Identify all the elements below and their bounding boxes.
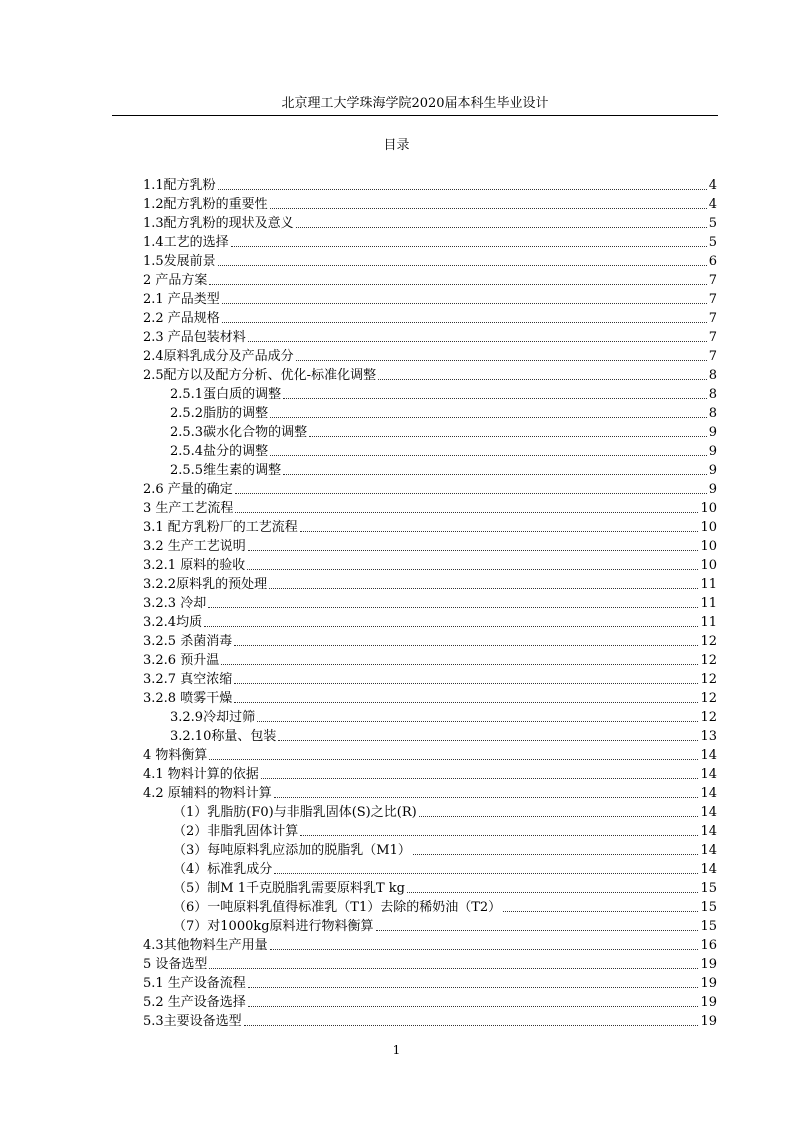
toc-entry-page: 9: [708, 425, 717, 440]
toc-leader-dots: [283, 397, 707, 399]
toc-entry[interactable]: [143, 174, 717, 193]
toc-entry-page: 19: [700, 957, 717, 972]
toc-entry[interactable]: [143, 307, 717, 326]
toc-entry-label: 3.2.1 原料的验收: [143, 558, 246, 573]
toc-entry-label: 1.3配方乳粉的现状及意义: [143, 216, 294, 231]
toc-entry-page: 4: [708, 197, 717, 212]
toc-leader-dots: [235, 511, 698, 513]
toc-leader-dots: [296, 226, 707, 228]
toc-leader-dots: [222, 321, 707, 323]
toc-entry[interactable]: [143, 383, 717, 402]
toc-entry-page: 8: [708, 406, 717, 421]
toc-entry-page: 14: [700, 862, 717, 877]
toc-entry-page: 19: [700, 995, 717, 1010]
toc-leader-dots: [209, 283, 706, 285]
toc-entry-page: 12: [700, 691, 717, 706]
toc-leader-dots: [248, 549, 699, 551]
toc-leader-dots: [274, 796, 699, 798]
toc-entry-label: 3.1 配方乳粉厂的工艺流程: [143, 520, 298, 535]
toc-leader-dots: [234, 644, 698, 646]
toc-leader-dots: [270, 207, 707, 209]
toc-entry-page: 10: [700, 520, 717, 535]
toc-entry[interactable]: [143, 326, 717, 345]
toc-entry-label: （4）标准乳成分: [173, 862, 273, 877]
toc-leader-dots: [269, 587, 698, 589]
toc-entry-page: 15: [700, 919, 717, 934]
toc-leader-dots: [248, 340, 707, 342]
toc-entry-page: 12: [700, 672, 717, 687]
toc-entry-label: 3.2.7 真空浓缩: [143, 672, 233, 687]
toc-entry-label: （5）制M 1千克脱脂乳需要原料乳T kg: [173, 881, 405, 896]
toc-entry-label: 3.2.2原料乳的预处理: [143, 577, 268, 592]
toc-leader-dots: [413, 853, 699, 855]
toc-leader-dots: [283, 473, 707, 475]
toc-entry-page: 11: [700, 615, 717, 630]
toc-leader-dots: [248, 1005, 699, 1007]
table-of-contents: [143, 174, 717, 1029]
toc-entry-page: 5: [708, 216, 717, 231]
toc-entry-label: 3.2.6 预升温: [143, 653, 220, 668]
toc-entry-label: 3.2.3 冷却: [143, 596, 207, 611]
toc-entry-label: （7）对1000kg原料进行物料衡算: [173, 919, 374, 934]
toc-entry-page: 14: [700, 824, 717, 839]
toc-leader-dots: [222, 302, 707, 304]
toc-leader-dots: [270, 454, 707, 456]
toc-entry[interactable]: [143, 364, 717, 383]
toc-entry-label: 5.3主要设备选型: [143, 1014, 242, 1029]
toc-entry[interactable]: [143, 611, 717, 630]
toc-entry-page: 14: [700, 748, 717, 763]
page-header: 北京理工大学珠海学院2020届本科生毕业设计: [281, 96, 549, 111]
toc-entry[interactable]: [143, 649, 717, 668]
toc-entry-page: 12: [700, 634, 717, 649]
toc-entry-label: 4.1 物料计算的依据: [143, 767, 259, 782]
toc-entry[interactable]: [143, 820, 717, 839]
toc-entry[interactable]: [143, 288, 717, 307]
toc-entry[interactable]: [143, 1010, 717, 1029]
toc-entry[interactable]: [143, 991, 717, 1010]
toc-leader-dots: [257, 720, 698, 722]
toc-entry[interactable]: [143, 535, 717, 554]
toc-entry-label: 4.3其他物料生产用量: [143, 938, 268, 953]
toc-entry-label: 2.3 产品包装材料: [143, 330, 246, 345]
toc-entry-page: 6: [708, 254, 717, 269]
toc-leader-dots: [209, 967, 698, 969]
toc-entry-page: 14: [700, 786, 717, 801]
toc-entry[interactable]: [143, 744, 717, 763]
toc-entry-page: 19: [700, 976, 717, 991]
toc-entry-label: 2.2 产品规格: [143, 311, 220, 326]
toc-leader-dots: [234, 701, 698, 703]
toc-entry-label: 2.5.2脂肪的调整: [170, 406, 269, 421]
toc-leader-dots: [270, 416, 707, 418]
toc-entry-page: 16: [700, 938, 717, 953]
toc-entry-label: 2.6 产量的确定: [143, 482, 233, 497]
toc-entry-label: 2.5.5维生素的调整: [170, 463, 282, 478]
toc-entry[interactable]: [143, 953, 717, 972]
toc-entry[interactable]: [143, 972, 717, 991]
toc-entry[interactable]: [143, 516, 717, 535]
toc-leader-dots: [247, 568, 698, 570]
toc-entry-label: 4 物料衡算: [143, 748, 208, 763]
toc-entry-page: 7: [708, 311, 717, 326]
toc-entry-label: 5.2 生产设备选择: [143, 995, 246, 1010]
toc-entry-label: 2.1 产品类型: [143, 292, 220, 307]
toc-entry-label: 1.4工艺的选择: [143, 235, 229, 250]
toc-entry-page: 5: [708, 235, 717, 250]
toc-entry[interactable]: [143, 877, 717, 896]
toc-entry-page: 4: [708, 178, 717, 193]
toc-entry-page: 9: [708, 444, 717, 459]
toc-entry[interactable]: [143, 212, 717, 231]
toc-entry[interactable]: [143, 402, 717, 421]
toc-entry-label: （2）非脂乳固体计算: [173, 824, 299, 839]
toc-entry[interactable]: [143, 630, 717, 649]
toc-entry-page: 11: [700, 577, 717, 592]
toc-entry-page: 14: [700, 843, 717, 858]
toc-entry[interactable]: [143, 478, 717, 497]
toc-entry[interactable]: [143, 858, 717, 877]
toc-leader-dots: [234, 682, 698, 684]
toc-entry[interactable]: [143, 668, 717, 687]
toc-entry-label: 3.2.8 喷雾干燥: [143, 691, 233, 706]
toc-entry[interactable]: [143, 839, 717, 858]
toc-leader-dots: [204, 625, 698, 627]
toc-leader-dots: [235, 492, 707, 494]
toc-entry[interactable]: [143, 915, 717, 934]
toc-entry-label: 3.2.9冷却过筛: [170, 710, 256, 725]
toc-leader-dots: [218, 188, 707, 190]
toc-entry[interactable]: [143, 250, 717, 269]
toc-leader-dots: [300, 834, 698, 836]
toc-entry-page: 11: [700, 596, 717, 611]
toc-entry[interactable]: [143, 706, 717, 725]
toc-leader-dots: [244, 1024, 699, 1026]
toc-leader-dots: [278, 739, 698, 741]
toc-leader-dots: [261, 777, 699, 779]
toc-entry-label: 2.5.4盐分的调整: [170, 444, 269, 459]
toc-entry-page: 7: [708, 330, 717, 345]
toc-entry-label: 3.2.10称量、包装: [170, 729, 277, 744]
toc-entry[interactable]: [143, 687, 717, 706]
toc-entry[interactable]: [143, 231, 717, 250]
toc-entry[interactable]: [143, 896, 717, 915]
toc-entry-page: 10: [700, 558, 717, 573]
toc-leader-dots: [300, 530, 699, 532]
toc-entry[interactable]: [143, 592, 717, 611]
toc-leader-dots: [248, 986, 699, 988]
toc-entry-label: 1.2配方乳粉的重要性: [143, 197, 268, 212]
toc-entry-label: 2.4原料乳成分及产品成分: [143, 349, 294, 364]
toc-entry-page: 12: [700, 710, 717, 725]
toc-leader-dots: [218, 264, 707, 266]
toc-entry[interactable]: [143, 934, 717, 953]
toc-leader-dots: [419, 815, 699, 817]
toc-entry-page: 14: [700, 767, 717, 782]
toc-leader-dots: [274, 872, 698, 874]
toc-entry-label: 3.2.5 杀菌消毒: [143, 634, 233, 649]
toc-entry[interactable]: [143, 763, 717, 782]
toc-leader-dots: [208, 606, 698, 608]
toc-entry[interactable]: [143, 421, 717, 440]
toc-entry-page: 14: [700, 805, 717, 820]
toc-entry-page: 7: [708, 273, 717, 288]
toc-entry-page: 8: [708, 368, 717, 383]
toc-entry-label: 2.5配方以及配方分析、优化-标准化调整: [143, 368, 377, 383]
toc-leader-dots: [209, 758, 698, 760]
toc-leader-dots: [407, 891, 698, 893]
toc-entry[interactable]: [143, 497, 717, 516]
toc-entry-label: 3.2 生产工艺说明: [143, 539, 246, 554]
toc-leader-dots: [270, 948, 699, 950]
toc-entry-page: 12: [700, 653, 717, 668]
toc-entry-label: 2.5.3碳水化合物的调整: [170, 425, 308, 440]
toc-leader-dots: [221, 663, 698, 665]
toc-entry-page: 9: [708, 482, 717, 497]
toc-entry-page: 13: [700, 729, 717, 744]
toc-entry-label: 3.2.4均质: [143, 615, 203, 630]
toc-entry-page: 9: [708, 463, 717, 478]
page-number: 1: [392, 1043, 401, 1057]
toc-entry-label: 2.5.1蛋白质的调整: [170, 387, 282, 402]
toc-entry[interactable]: [143, 459, 717, 478]
toc-entry-label: 5 设备选型: [143, 957, 208, 972]
toc-entry-page: 8: [708, 387, 717, 402]
toc-leader-dots: [503, 910, 698, 912]
toc-entry-label: 1.5发展前景: [143, 254, 216, 269]
toc-entry-label: 3 生产工艺流程: [143, 501, 234, 516]
toc-leader-dots: [296, 359, 707, 361]
toc-entry[interactable]: [143, 573, 717, 592]
toc-leader-dots: [378, 378, 707, 380]
toc-leader-dots: [376, 929, 699, 931]
toc-title: 目录: [383, 138, 410, 153]
header-divider: [112, 115, 718, 116]
toc-entry-page: 19: [700, 1014, 717, 1029]
toc-entry[interactable]: [143, 193, 717, 212]
toc-entry[interactable]: [143, 782, 717, 801]
toc-entry-label: （3）每吨原料乳应添加的脱脂乳（M1）: [173, 843, 411, 858]
toc-entry-label: 5.1 生产设备流程: [143, 976, 246, 991]
toc-leader-dots: [231, 245, 707, 247]
toc-entry-page: 7: [708, 349, 717, 364]
toc-entry-page: 15: [700, 900, 717, 915]
toc-entry-label: 1.1配方乳粉: [143, 178, 216, 193]
toc-entry[interactable]: [143, 345, 717, 364]
toc-entry-label: （6）一吨原料乳值得标准乳（T1）去除的稀奶油（T2）: [173, 900, 502, 915]
toc-entry[interactable]: [143, 269, 717, 288]
toc-entry[interactable]: [143, 801, 717, 820]
toc-entry[interactable]: [143, 440, 717, 459]
toc-entry-label: （1）乳脂肪(F0)与非脂乳固体(S)之比(R): [173, 805, 417, 820]
toc-leader-dots: [309, 435, 707, 437]
toc-entry[interactable]: [143, 725, 717, 744]
toc-entry-label: 2 产品方案: [143, 273, 208, 288]
toc-entry[interactable]: [143, 554, 717, 573]
toc-entry-page: 15: [700, 881, 717, 896]
toc-entry-page: 7: [708, 292, 717, 307]
toc-entry-page: 10: [700, 501, 717, 516]
toc-entry-page: 10: [700, 539, 717, 554]
toc-entry-label: 4.2 原辅料的物料计算: [143, 786, 272, 801]
